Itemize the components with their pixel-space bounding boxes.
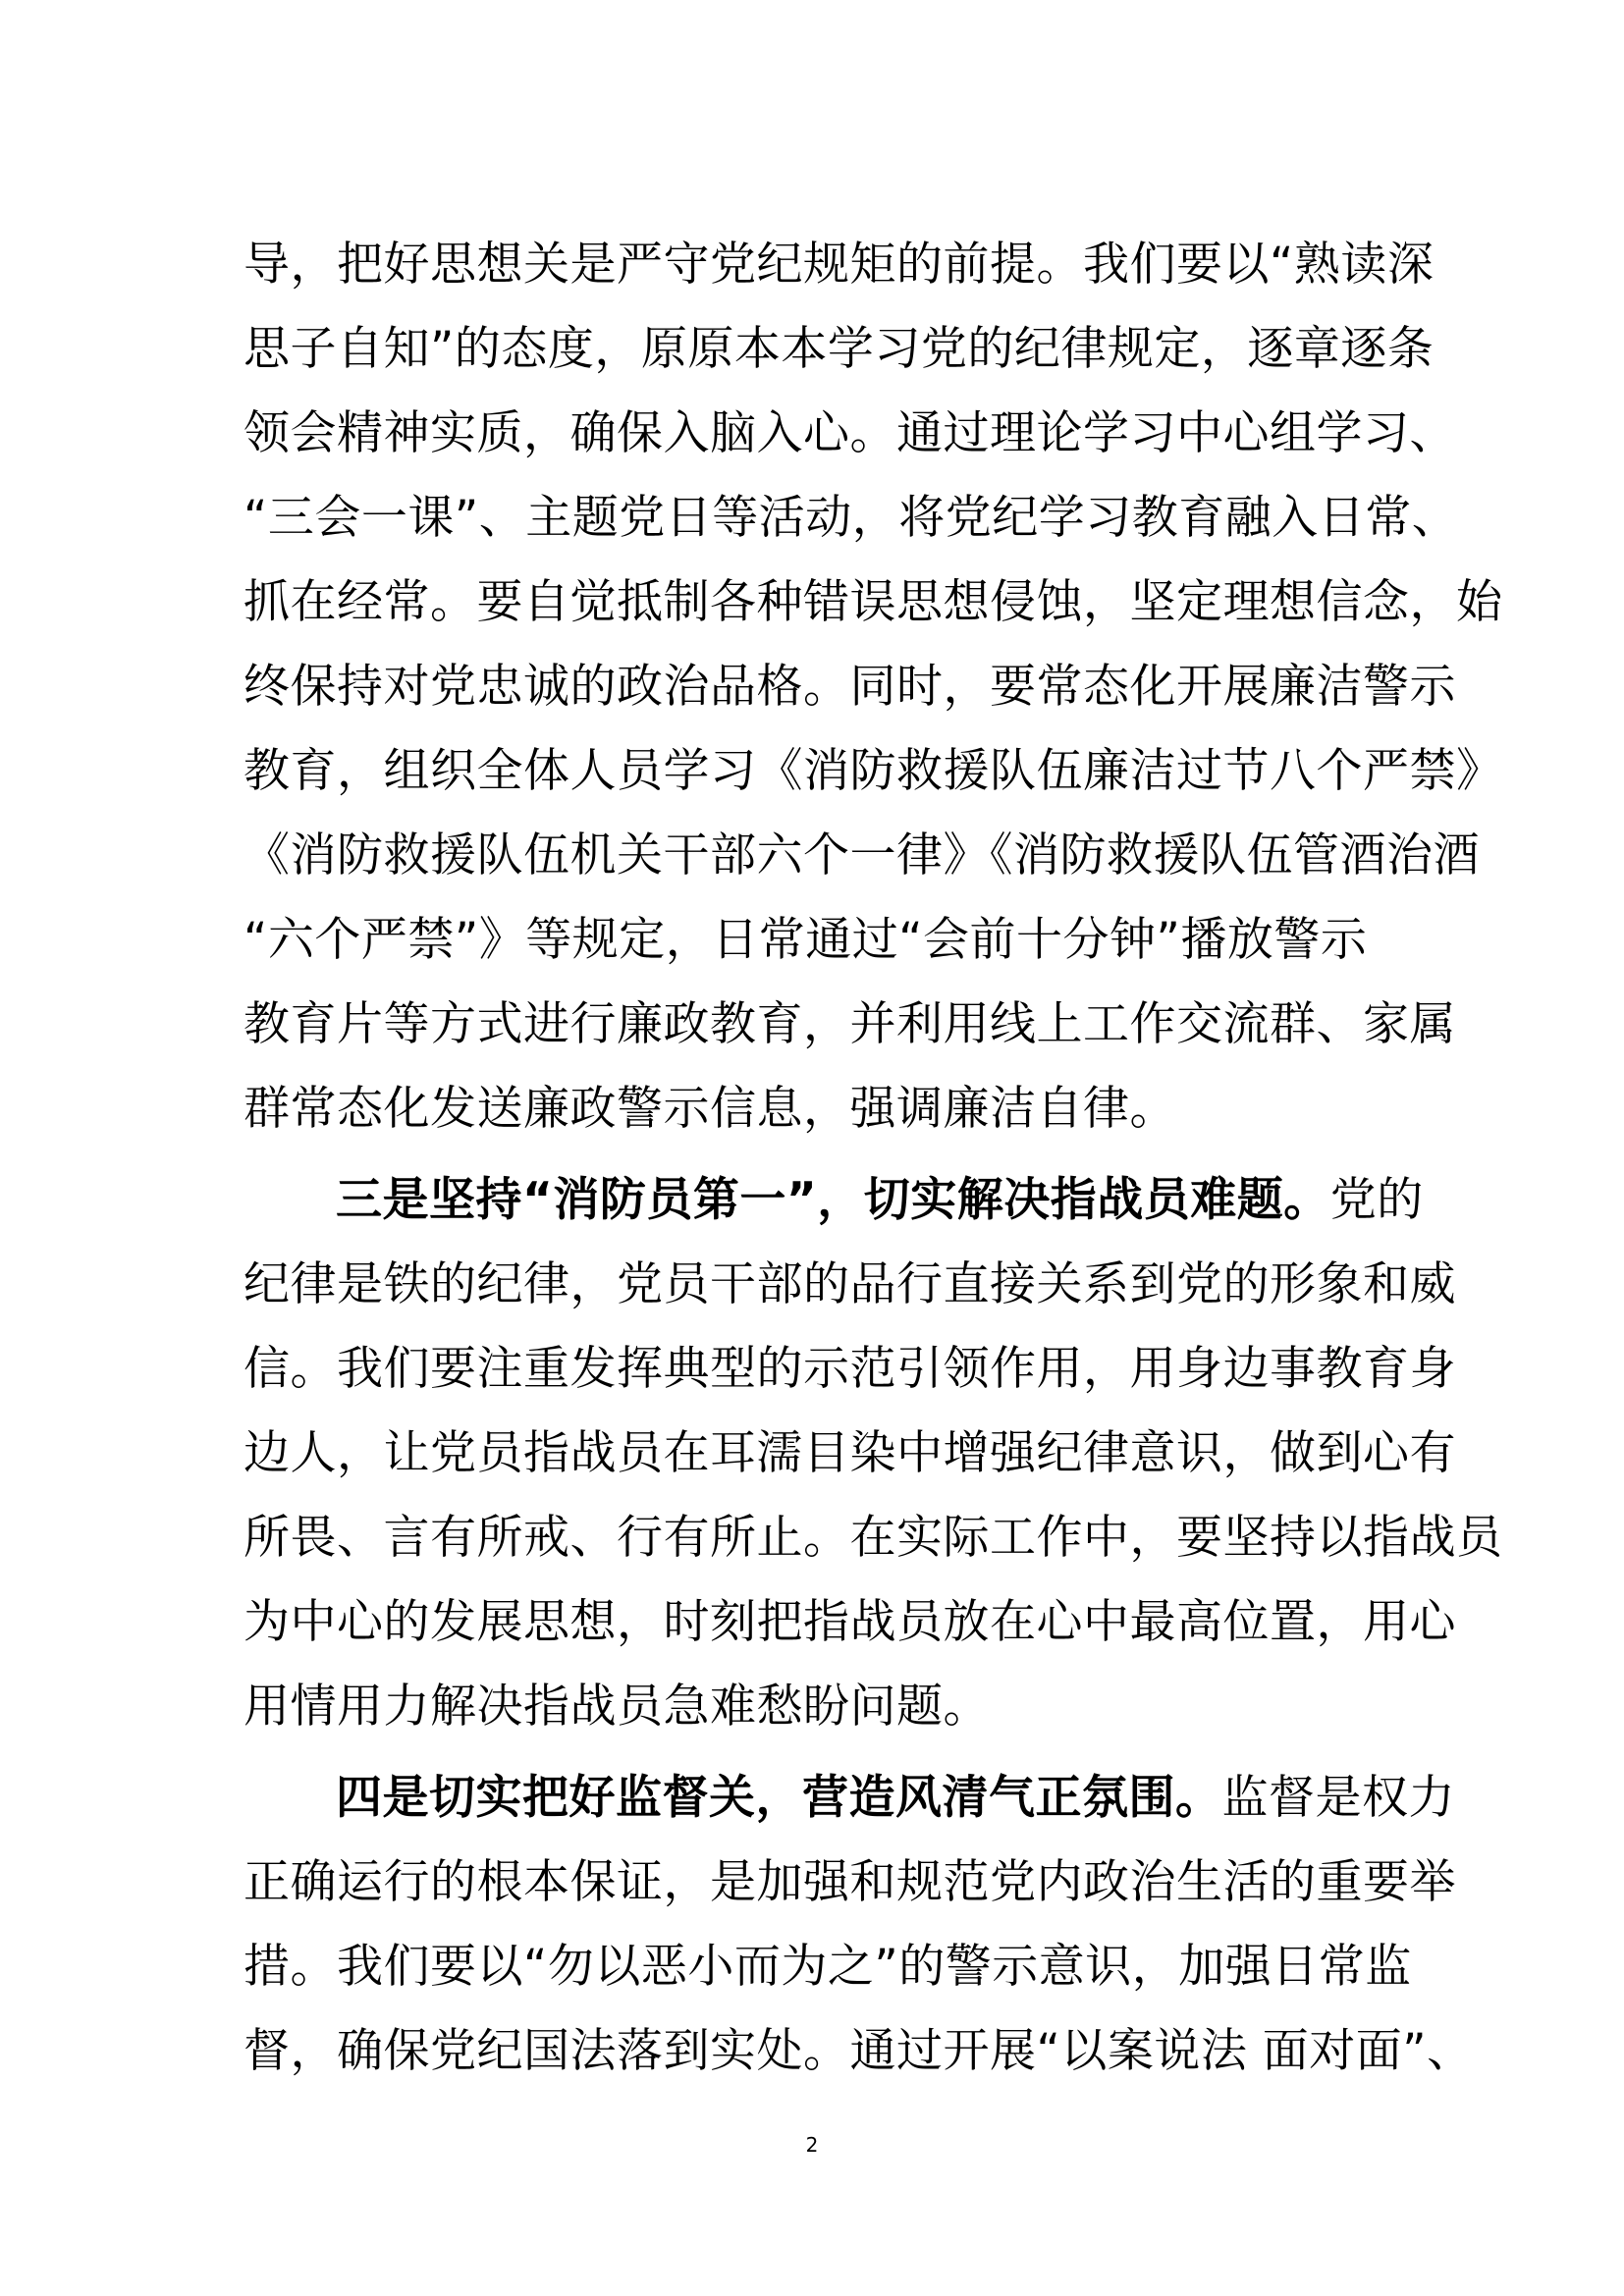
body-text-line: 正确运行的根本保证，是加强和规范党内政治生活的重要举 xyxy=(244,1855,1456,1909)
body-text-line: 《消防救援队伍机关干部六个一律》《消防救援队伍管酒治酒 xyxy=(244,828,1480,882)
body-text-fragment: 党的 xyxy=(1329,1173,1424,1227)
body-text-line: 终保持对党忠诚的政治品格。同时，要常态化开展廉洁警示 xyxy=(244,660,1456,714)
body-text-line: 思子自知”的态度，原原本本学习党的纪律规定，逐章逐条 xyxy=(244,322,1435,376)
section-heading: 三是坚持“消防员第一”，切实解决指战员难题。 xyxy=(336,1173,1330,1227)
paragraph-first-line xyxy=(336,1156,1494,1245)
body-text-line: 纪律是铁的纪律，党员干部的品行直接关系到党的形象和威 xyxy=(244,1257,1456,1311)
section-heading: 四是切实把好监督关，营造风清气正氛围。 xyxy=(336,1771,1222,1825)
body-text-line: 所畏、言有所戒、行有所止。在实际工作中，要坚持以指战员 xyxy=(244,1511,1503,1565)
body-text-line: 教育片等方式进行廉政教育，并利用线上工作交流群、家属 xyxy=(244,997,1456,1051)
body-text-line: 领会精神实质，确保入脑入心。通过理论学习中心组学习、 xyxy=(244,406,1456,460)
body-text-line: 为中心的发展思想，时刻把指战员放在心中最高位置，用心 xyxy=(244,1595,1456,1649)
body-text-line: “三会一课”、主题党日等活动，将党纪学习教育融入日常、 xyxy=(244,491,1459,545)
body-text-line: “六个严禁”》等规定，日常通过“会前十分钟”播放警示 xyxy=(244,913,1368,967)
body-text-line: 教育，组织全体人员学习《消防救援队伍廉洁过节八个严禁》 xyxy=(244,744,1503,798)
body-text-line: 抓在经常。要自觉抵制各种错误思想侵蚀，坚定理想信念，始 xyxy=(244,575,1503,629)
body-text-line: 措。我们要以“勿以恶小而为之”的警示意识，加强日常监 xyxy=(244,1940,1412,1994)
body-text-line: 用情用力解决指战员急难愁盼问题。 xyxy=(244,1680,990,1734)
body-text-line: 信。我们要注重发挥典型的示范引领作用，用身边事教育身 xyxy=(244,1342,1456,1396)
body-text-line: 督，确保党纪国法落到实处。通过开展“以案说法 面对面”、 xyxy=(244,2024,1474,2078)
body-text-line: 边人，让党员指战员在耳濡目染中增强纪律意识，做到心有 xyxy=(244,1426,1456,1480)
body-text-fragment: 监督是权力 xyxy=(1221,1771,1455,1825)
body-text-line: 导，把好思想关是严守党纪规矩的前提。我们要以“熟读深 xyxy=(244,238,1435,292)
page-number: 2 xyxy=(805,2133,819,2157)
paragraph-first-line xyxy=(336,1754,1494,1842)
body-text-line: 群常态化发送廉政警示信息，强调廉洁自律。 xyxy=(244,1082,1176,1136)
